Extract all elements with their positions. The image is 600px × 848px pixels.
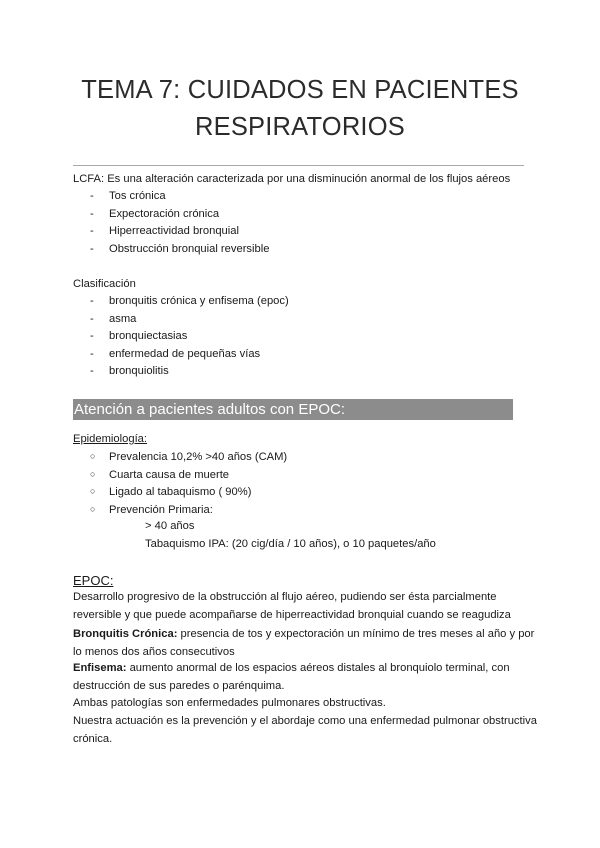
circle-bullet-icon: ○ bbox=[90, 504, 96, 514]
list-item: ○ Prevención Primaria: bbox=[90, 501, 213, 520]
clasificacion-heading: Clasificación bbox=[73, 278, 136, 290]
list-item: - asma bbox=[90, 313, 137, 325]
circle-bullet-icon: ○ bbox=[90, 486, 96, 496]
sub-item: Tabaquismo IPA: (20 cig/día / 10 años), o 10 paquetes/año bbox=[145, 538, 436, 550]
list-item: - bronquiectasias bbox=[90, 330, 188, 342]
enfisema-label: Enfisema: bbox=[73, 662, 127, 674]
list-item: - bronquitis crónica y enfisema (epoc) bbox=[90, 295, 289, 307]
circle-bullet-icon: ○ bbox=[90, 469, 96, 479]
list-item: ○ Cuarta causa de muerte bbox=[90, 466, 229, 485]
enfisema-paragraph: Enfisema: aumento anormal de los espacios aéreos distales al bronquiolo terminal, con destrucción de sus paredes o parénquima. bbox=[73, 662, 510, 692]
sub-item: > 40 años bbox=[145, 520, 195, 532]
list-item: - enfermedad de pequeñas vías bbox=[90, 348, 261, 360]
section-header-bar bbox=[73, 399, 513, 420]
list-item: - Expectoración crónica bbox=[90, 208, 220, 220]
list-item: - Obstrucción bronquial reversible bbox=[90, 243, 270, 255]
actuacion-paragraph: Nuestra actuación es la prevención y el abordaje como una enfermedad pulmonar obstructiva crónica. bbox=[73, 715, 537, 745]
bronquitis-paragraph: Bronquitis Crónica: presencia de tos y expectoración un mínimo de tres meses al año y por lo menos dos años consecutivos bbox=[73, 628, 535, 658]
epoc-heading: EPOC: bbox=[73, 573, 114, 588]
list-item: - bronquiolitis bbox=[90, 365, 169, 377]
lcfa-intro: LCFA: Es una alteración caracterizada por una disminución anormal de los flujos aéreos bbox=[73, 173, 511, 185]
circle-bullet-icon: ○ bbox=[90, 451, 96, 461]
list-item: - Hiperreactividad bronquial bbox=[90, 225, 239, 237]
list-item: - Tos crónica bbox=[90, 190, 166, 202]
list-item: ○ Ligado al tabaquismo ( 90%) bbox=[90, 483, 251, 502]
title-line-2: RESPIRATORIOS bbox=[195, 113, 405, 141]
epidemiologia-heading: Epidemiología: bbox=[73, 433, 148, 445]
title-divider bbox=[73, 165, 524, 166]
epoc-definition: Desarrollo progresivo de la obstrucción al flujo aéreo, pudiendo ser ésta parcialmente reversible y que puede acompañarse de hiperreactividad bronquial cuando se reagudiza bbox=[73, 591, 511, 621]
list-item: ○ Prevalencia 10,2% >40 años (CAM) bbox=[90, 448, 287, 467]
title-line-1: TEMA 7: CUIDADOS EN PACIENTES bbox=[81, 76, 519, 104]
bronquitis-label: Bronquitis Crónica: bbox=[73, 628, 178, 640]
ambas-paragraph: Ambas patologías son enfermedades pulmonares obstructivas. bbox=[73, 697, 386, 709]
page-title bbox=[60, 72, 540, 146]
section-header-title: Atención a pacientes adultos con EPOC: bbox=[74, 401, 345, 418]
